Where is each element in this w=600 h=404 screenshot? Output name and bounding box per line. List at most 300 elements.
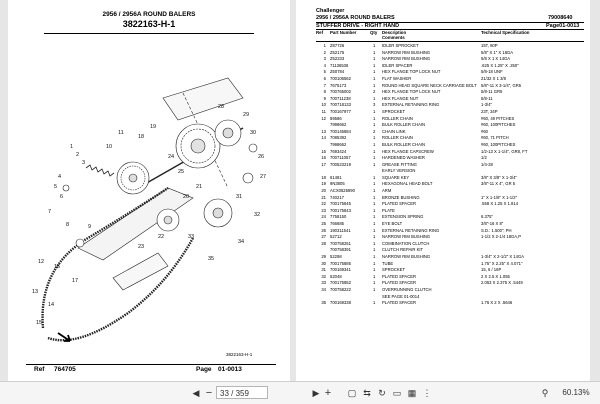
spec-cell: #60, 100PITCHES [481,141,516,147]
qty-cell: 1 [373,181,376,187]
right-page [296,0,590,381]
qty-cell: 1 [373,247,376,253]
qty-cell: 1 [373,234,376,240]
ref-cell: 34 [321,286,326,292]
table-row [316,181,584,188]
table-row [316,208,584,215]
spec-cell: 5/8-11 GR5 [481,89,503,95]
qty-cell: 1 [373,115,376,121]
qty-cell: 1 [373,62,376,68]
spec-cell: 3/8"-11 X 4", GR 5 [481,181,516,187]
callout-number: 16 [54,264,61,270]
ref-cell: 6 [323,75,326,81]
plate [113,253,168,290]
part-number-cell: 7998662 [330,141,347,147]
ref-cell: 35 [321,300,326,306]
description-cell: ROUND HEAD SQUARE NECK CARRIAGE BOLT [382,82,477,88]
qty-cell: 1 [373,207,376,213]
left-page-title: 2956 / 2956A ROUND BALERS [102,11,196,18]
ref-cell: 25 [321,221,326,227]
footer-page-value: 01-0013 [218,366,242,373]
table-row [316,247,584,254]
part-number-cell: 700145884 [330,128,351,134]
table-row [316,96,584,103]
columns-divider [316,41,584,42]
table-row [316,142,584,149]
part-number-cell: 740217 [330,194,344,200]
ref-cell: 4 [323,62,326,68]
search-icon[interactable]: ⚲ [541,388,549,398]
spec-cell: 6.375" [481,214,493,220]
description-cell: ROLLER CHAIN [382,115,413,121]
ref-cell: 16 [321,155,326,161]
washer [76,239,84,247]
qty-cell: 2 [373,128,376,134]
table-row [316,56,584,63]
table-row [316,201,584,208]
description-cell: HEXAGONAL HEAD BOLT [382,181,433,187]
previous-page-icon[interactable]: ◀ [192,388,200,398]
description-cell: ARM [382,188,392,194]
qty-cell: 1 [373,75,376,81]
callout-number: 26 [258,154,265,160]
callout-number: 25 [178,169,185,175]
table-row [316,122,584,129]
spec-cell: 1-3/4" [481,102,493,108]
idler-hub [164,216,172,224]
description-cell: EYE BOLT [382,221,403,227]
exploded-parts-diagram [18,38,280,356]
callout-number: 8 [66,222,70,228]
description-cell: SPROCKET [382,108,406,114]
part-number-cell: ACX0525990 [330,188,355,194]
callout-number: 24 [168,154,175,160]
qty-cell: 1 [373,122,376,128]
table-row [316,83,584,90]
qty-cell: 1 [373,43,376,48]
spec-cell: .625 X 1.25" X .250" [481,62,519,68]
ref-cell: 19 [321,181,326,187]
ref-cell: 12 [321,115,326,121]
spec-cell: 5/8" X 1" X 18GA [481,49,514,55]
ref-cell: 14 [321,135,326,141]
callout-number: 20 [183,194,190,200]
qty-cell: 1 [373,221,376,227]
part-number-cell: 700175843 [330,207,351,213]
col-tech-spec: Technical Specification [481,30,530,35]
callout-number: 12 [38,259,45,265]
table-row [316,241,584,248]
part-number-cell: Z52175 [330,49,345,55]
description-cell: EARLY VERSION [382,168,416,174]
spec-cell: 1/2-13 X 1-1/4", GR8, FT [481,148,528,154]
qty-cell: 1 [373,273,376,279]
description-cell: IDLER SPACER [382,62,413,68]
callout-number: 4 [58,174,62,180]
ref-cell: 13 [321,128,326,134]
callout-number: 7 [48,209,52,215]
ref-cell: 24 [321,214,326,220]
description-cell: ROLLER CHAIN [382,135,413,141]
ref-cell: 21 [321,194,326,200]
part-number-cell: 700169341 [330,267,351,273]
callout-number: 17 [72,278,79,284]
part-number-cell: 71136536 [330,62,349,68]
callout-number: 1 [70,144,74,150]
table-row [316,175,584,182]
part-number-cell: 7693424 [330,148,347,154]
table-row [316,129,584,136]
table-row [316,234,584,241]
qty-cell: 3 [373,102,376,108]
col-part-number: Part Number [330,30,357,35]
spec-cell: 1-3/4" X 2-1/2" X 14GA [481,254,525,259]
spec-cell: 15T, 60P [481,43,498,48]
ref-cell: 33 [321,280,326,286]
description-cell: HEX FLANGE NUT [382,95,419,101]
qty-cell: 1 [373,148,376,154]
zoom-in-icon[interactable]: + [324,387,332,399]
description-cell: HARDENED WASHER [382,155,425,161]
part-number-cell: 7085392 [330,135,347,141]
description-cell: BRONZE BUSHING [382,194,420,200]
brand-name: Challenger [316,8,345,14]
qty-cell: 1 [373,135,376,141]
description-cell: SQUARE KEY [382,174,410,180]
qty-cell: 1 [373,240,376,246]
description-cell: NARROW RIM BUSHING [382,56,431,62]
table-row [316,267,584,274]
callout-number: 18 [138,134,145,140]
ref-cell: 10 [321,102,326,108]
part-number-cell: Z52233 [330,56,345,62]
footer-ref-label: Ref [34,366,45,373]
callout-number: 31 [236,194,243,200]
part-number-cell: 61481 [330,174,342,180]
callout-number: 33 [188,234,195,240]
qty-cell: 1 [373,254,376,259]
table-row [316,287,584,294]
spec-cell: 5/8 X 1 X 14GA [481,56,511,62]
spec-cell: 1.76 X 2 X .5646 [481,300,513,306]
description-cell: NARROW RIM BUSHING [382,49,431,55]
description-cell: PLATED SPACER [382,201,417,207]
ref-cell: 9 [323,95,326,101]
part-number-cell: 700711057 [330,155,351,161]
description-cell: COMBINATION CLUTCH [382,240,430,246]
description-cell: NARROW RIM BUSHING [382,254,431,259]
spec-cell: 23T, 34P [481,108,498,114]
part-number-cell: 89586 [330,115,342,121]
qty-cell: 1 [373,155,376,161]
zoom-out-icon[interactable]: − [205,387,213,399]
col-qty: Qty [370,30,378,35]
part-number-cell: Z87726 [330,43,345,48]
footer-divider [26,364,276,365]
description-cell: TUBE [382,260,394,266]
part-number-cell: 766685 [330,221,344,227]
qty-cell: 1 [373,214,376,220]
description-cell: EXTENSION SPRING [382,214,424,220]
spec-cell: S.D.: 1.500", PH [481,227,512,233]
description-cell: NARROW RIM BUSHING [382,234,431,240]
callout-number: 27 [260,174,267,180]
spec-cell: 5/8-11 [481,95,493,101]
qty-cell: 1 [373,201,376,207]
part-number-cell: 52712 [330,234,342,240]
table-row [316,43,584,50]
callout-number: 29 [243,112,250,118]
table-row [316,116,584,123]
spec-cell: 5/8"-11 X 3-1/4", GR5 [481,82,522,88]
part-number-cell: 52048 [330,273,342,279]
table-row [316,149,584,156]
table-row [316,69,584,76]
part-number-cell: 700718133 [330,102,351,108]
qty-cell: 1 [373,95,376,101]
callout-number: 13 [32,289,39,295]
qty-cell: 1 [373,161,376,167]
extension-spring [86,165,114,176]
description-cell: OVERRUNNING CLUTCH [382,286,432,292]
callout-number: 22 [158,234,165,240]
section-title: STUFFER DRIVE - RIGHT HAND [316,23,400,29]
part-number-cell: 700175885 [330,260,351,266]
qty-cell: 1 [373,260,376,266]
callout-number: 19 [150,124,157,130]
table-row [316,300,584,307]
callout-number: 9 [88,224,92,230]
qty-cell: 1 [373,49,376,55]
description-cell: PLATED SPACER [382,280,417,286]
callout-number: 30 [250,130,257,136]
ref-cell: 27 [321,234,326,240]
ref-cell: 2 [323,49,326,55]
lower-hub [213,208,223,218]
parts-list-title: 2956 / 2956A ROUND BALERS [316,15,395,21]
parts-table [316,43,584,307]
description-cell: BULK ROLLER CHAIN [382,141,426,147]
spec-cell: 5/8-18 UNF [481,69,503,75]
ref-cell: 23 [321,207,326,213]
zoom-level[interactable]: 60.13% [562,388,590,397]
table-row [316,221,584,228]
clutch-hub [191,139,205,153]
description-cell: IDLER SPROCKET [382,43,419,48]
table-row [316,135,584,142]
retaining-ring [249,144,257,152]
col-comments: Comments [382,35,405,40]
ref-cell: 8 [323,89,326,95]
description-cell: PLATED SPACER [382,300,417,306]
spec-cell: 21/32 X 1 3/8 [481,75,506,81]
ref-cell: 3 [323,56,326,62]
ref-cell: 17 [321,161,326,167]
description-cell: CHAIN LINK [382,128,406,134]
spec-cell: #60, 71 PITCH [481,135,509,141]
table-row [316,89,584,96]
description-cell: SEE PAGE 01-0014 [382,293,420,299]
table-row [316,254,584,261]
diagram-number: 3822163-H-1 [122,19,176,29]
current-page-value: 33 / 359 [220,389,249,398]
ref-cell: 31 [321,267,326,273]
table-row [316,274,584,281]
footer-ref-value: 764705 [54,366,76,373]
table-row [316,280,584,287]
part-number-cell: 700175845 [330,201,351,207]
callout-number: 11 [118,130,124,136]
overrunning-hub [223,128,233,138]
part-number-cell: 700175852 [330,280,351,286]
part-number-cell: 52298 [330,254,342,259]
table-row [316,188,584,195]
part-number-cell: 700106562 [330,75,351,81]
spec-cell: 15, 6 / 16P [481,267,502,273]
col-description: Description [382,30,407,35]
table-row [316,102,584,109]
table-row [316,155,584,162]
description-cell: BULK ROLLER CHAIN [382,122,426,128]
part-number-cell: 700758251 [330,240,351,246]
single-page-icon[interactable]: ▭ [392,388,402,398]
qty-cell: 1 [373,108,376,114]
fit-page-icon[interactable]: ▢ [347,388,357,398]
table-row [316,63,584,70]
table-row [316,261,584,268]
ref-cell: 1 [323,43,326,48]
description-cell: PLATED SPACER [382,273,417,279]
qty-cell: 1 [373,267,376,273]
part-number-cell: 700711238 [330,95,351,101]
roller-chain-lower [48,238,193,340]
qty-cell: 1 [373,188,376,194]
qty-cell: 1 [373,69,376,75]
left-page [8,0,290,381]
qty-cell: 2 [373,89,376,95]
description-cell: HEX FLANGE CAPSCREW [382,148,434,154]
callout-number: 15 [36,320,43,326]
ref-cell: 22 [321,201,326,207]
ref-cell: 7 [323,82,326,88]
spec-cell: 1-1/2 X 2-1/4 18GA,P [481,234,522,240]
page-label: Page01-0013 [546,23,580,29]
qty-cell: 1 [373,280,376,286]
description-cell: HEX FLANGE TOP LOCK NUT [382,89,441,95]
spacer [243,173,253,183]
part-number-cell: 7758150 [330,214,347,220]
footer-page-label: Page [196,366,212,373]
table-row [316,76,584,83]
spec-cell: #60, 100PITCHES [481,122,516,128]
mount-plate [163,78,243,120]
callout-number: 3 [82,160,86,166]
description-cell: CLUTCH REPAIR KIT [382,247,424,253]
ref-cell: 18 [321,174,326,180]
callout-number: 35 [208,256,215,262]
qty-cell: 1 [373,56,376,62]
spec-cell: 2 X 2.5 X 1.055 [481,273,510,279]
spec-cell: 1/2 [481,155,487,161]
spec-cell: 1" X 1-1/8" X 1-1/2" [481,194,518,200]
part-number-cell: 7998662 [330,122,347,128]
scroll-mode-icon[interactable]: ⋮ [422,388,432,398]
diagram-caption: 3822163-H-1 [226,352,253,357]
page-number-input[interactable] [216,386,268,399]
spec-cell: 1.75" X 2.25" X 4.071" [481,260,523,266]
callout-number: 6 [60,194,64,200]
fit-width-icon[interactable]: ⇆ [363,388,371,398]
table-row [316,162,584,169]
qty-cell: 1 [373,82,376,88]
rotate-icon[interactable]: ↻ [378,388,386,398]
ref-cell: 11 [321,108,326,114]
part-number-cell: 700169338 [330,300,351,306]
callout-number: 14 [48,302,55,308]
description-cell: SPROCKET [382,267,406,273]
part-number-cell: 700765002 [330,89,351,95]
col-ref: Ref [316,30,324,35]
nut [63,185,69,191]
ref-cell: 30 [321,260,326,266]
next-page-icon[interactable]: ▶ [312,388,320,398]
table-row [316,109,584,116]
viewer-toolbar [0,381,600,404]
spec-cell: #60 [481,128,488,134]
qty-cell: 1 [373,194,376,200]
description-cell: EXTERNAL RETAINING RING [382,227,440,233]
spec-cell: 1/4-28 [481,161,493,167]
description-cell: GREASE FITTING [382,161,417,167]
ref-cell: 28 [321,240,326,246]
ref-cell: 29 [321,254,326,259]
ref-cell: 15 [321,148,326,154]
part-number-cell: 700167977 [330,108,351,114]
doc-number: 79008640 [548,15,573,21]
description-cell: EXTERNAL RETAINING RING [382,102,440,108]
table-row [316,50,584,57]
part-number-cell: 190311541 [330,227,351,233]
ref-cell: 5 [323,69,326,75]
table-row [316,214,584,221]
qty-cell: 1 [373,300,376,306]
description-cell: HEX FLANGE TOP LOCK NUT [382,69,441,75]
table-row [316,294,584,301]
two-page-icon[interactable]: ▦ [407,388,417,398]
ref-cell: 26 [321,227,326,233]
spec-cell: 3/8" X 3/8" X 1-3/4" [481,174,517,180]
part-number-cell: 7675173 [330,82,347,88]
qty-cell: 1 [373,227,376,233]
callout-number: 28 [218,104,225,110]
spec-cell: 3/8"-16 X 8" [481,221,504,227]
part-number-cell: 700758391 [330,247,351,253]
callout-number: 32 [254,212,261,218]
sprocket-hub [129,174,137,182]
part-number-cell: 700523219 [330,161,351,167]
part-number-cell: 9N3805 [330,181,345,187]
spec-cell: #60, 49 PITCHES [481,115,515,121]
callout-number: 21 [196,184,203,190]
ref-cell: 20 [321,188,326,194]
description-cell: FLAT WASHER [382,75,412,81]
callout-number: 2 [76,152,80,158]
qty-cell: 1 [373,286,376,292]
callout-number: 10 [106,144,113,150]
part-number-cell: Z60784 [330,69,345,75]
table-row [316,228,584,235]
description-cell: PLATE [382,207,395,213]
